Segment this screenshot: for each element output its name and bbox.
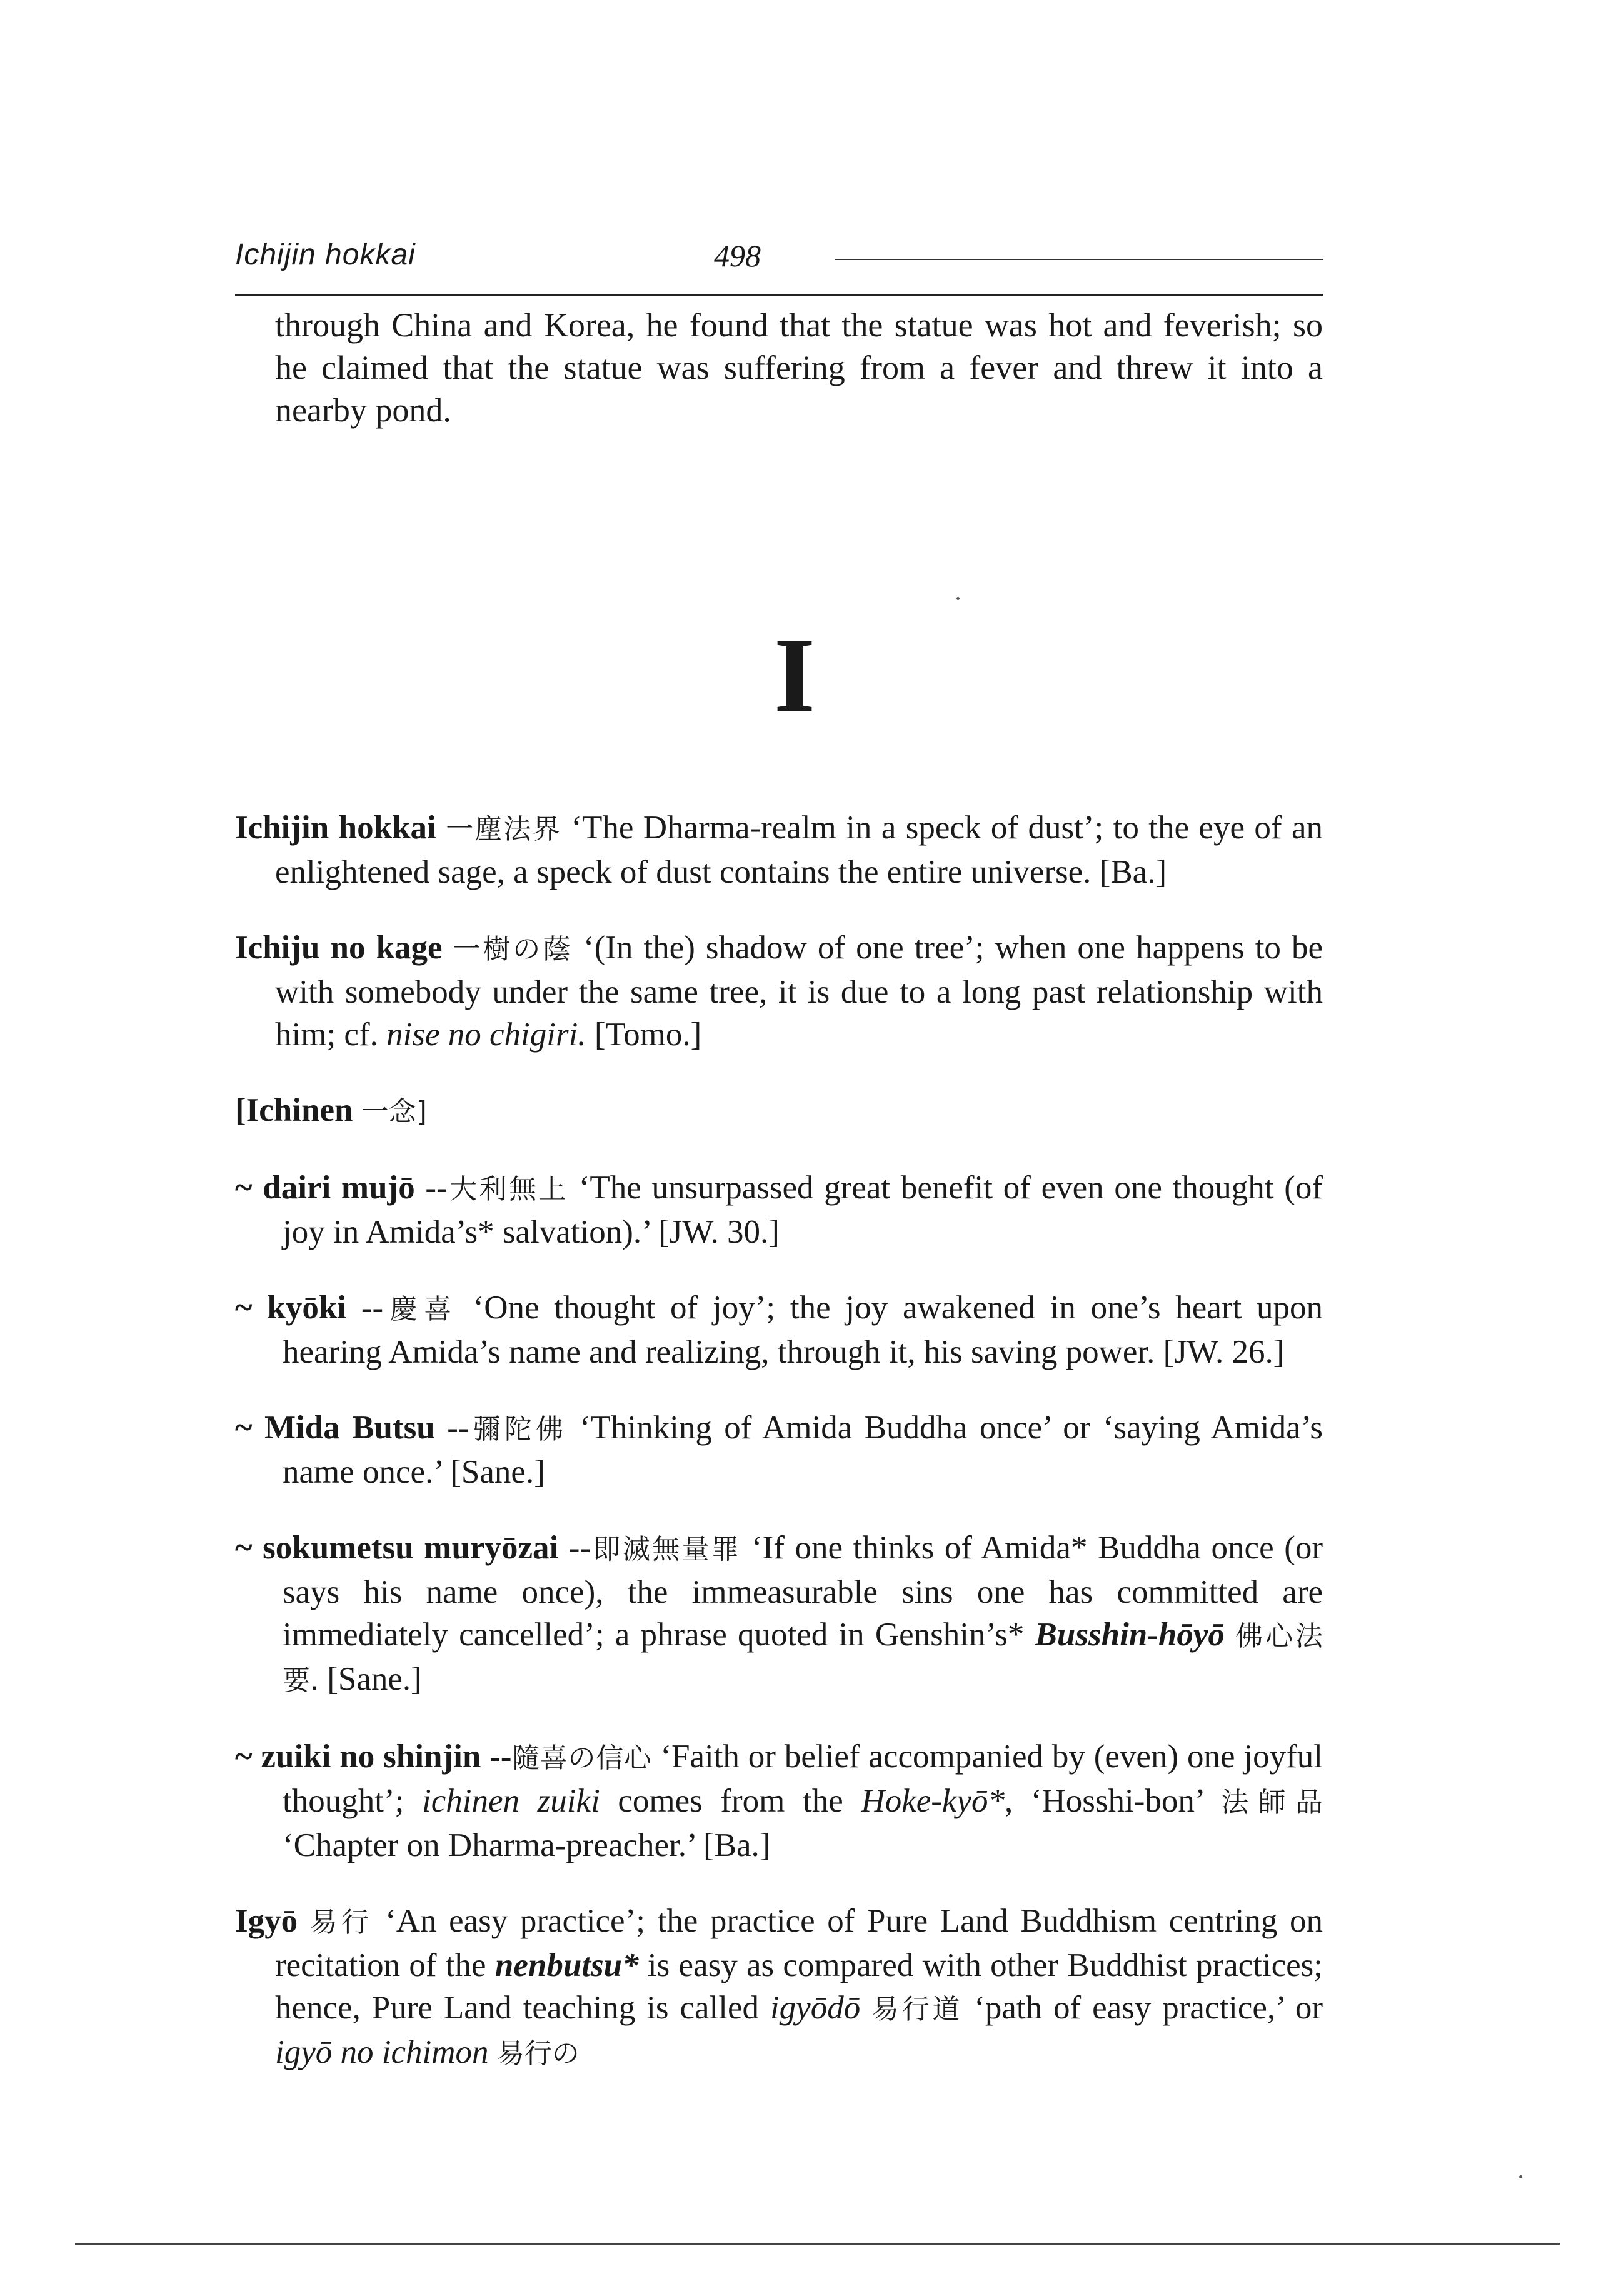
headword: ~ sokumetsu muryōzai --	[235, 1530, 591, 1566]
headword: [Ichinen	[235, 1092, 353, 1128]
header-rule-short	[835, 259, 1323, 260]
kanji: 一念]	[361, 1096, 427, 1128]
headword: Ichijin hokkai	[235, 810, 436, 846]
source: ‘Chapter on Dharma-preacher.’ [Ba.]	[283, 1827, 771, 1863]
kanji-term: 易行の	[496, 2038, 580, 2070]
kanji: 一樹の蔭	[453, 933, 573, 965]
definition: ‘(In the) shadow of one tree’; when one happens to be with somebody under the same tree, it is due to a long past relationship with him; cf.	[275, 930, 1323, 1053]
footer-rule	[75, 2243, 1560, 2245]
entry-sokumetsu-muryozai	[235, 1526, 1323, 1702]
kanji: 易行	[309, 1907, 373, 1938]
dictionary-page	[235, 238, 1323, 2087]
term: igyō no ichimon	[275, 2034, 489, 2070]
definition: ‘An easy practice’; the practice of Pure Land Buddhism centring on recitation of the	[275, 1903, 1323, 1983]
running-title: Ichijin hokkai	[235, 238, 416, 271]
headword: ~ zuiki no shinjin --	[235, 1738, 512, 1775]
work-title: Busshin-hōyō	[1035, 1617, 1225, 1653]
print-speck	[1519, 2175, 1522, 2178]
entry-igyo	[235, 1900, 1323, 2075]
work-title: Hoke-kyō*	[861, 1783, 1005, 1819]
definition: ‘One thought of joy’; the joy awakened in one’s heart upon hearing Amida’s name and realizing, through it, his saving power. [JW. 26.]	[283, 1290, 1323, 1370]
entry-ichijin-hokkai	[235, 806, 1323, 893]
header-rule	[235, 294, 1323, 296]
definition: ‘Thinking of Amida Buddha once’ or ‘saying Amida’s name once.’ [Sane.]	[283, 1410, 1323, 1490]
kanji: 一塵法界	[446, 813, 561, 845]
entry-mida-butsu	[235, 1406, 1323, 1493]
kanji-title: 法師品	[1221, 1787, 1323, 1818]
entry-ichiju-no-kage	[235, 926, 1323, 1056]
definition: ‘Faith or belief accompanied by (even) one joyful thought’;	[283, 1738, 1323, 1819]
definition: ‘The unsurpassed great benefit of even one thought (of joy in Amida’s* salvation).’ [JW. 30.]	[283, 1170, 1323, 1250]
entry-zuiki-no-shinjin	[235, 1735, 1323, 1867]
entry-kyoki	[235, 1286, 1323, 1373]
entry-list	[235, 806, 1323, 2075]
term: igyōdō	[770, 1990, 861, 2026]
headword: ~ kyōki --	[235, 1290, 384, 1326]
continuation-text: through China and Korea, he found that the statue was hot and feverish; so he claimed that the statue was suffering from a fever and threw it into a nearby pond.	[275, 306, 1323, 429]
section-letter: I	[773, 616, 816, 734]
entry-ichinen	[235, 1089, 1323, 1133]
kanji: 即滅無量罪	[591, 1533, 741, 1565]
kanji: 大利無上	[447, 1173, 568, 1205]
definition: ‘The Dharma-realm in a speck of dust’; to the eye of an enlightened sage, a speck of dust contains the entire universe. [Ba.]	[275, 810, 1323, 890]
definition-cont: comes from the	[600, 1783, 861, 1819]
kanji: 慶喜	[383, 1293, 458, 1325]
definition-cont: ‘path of easy practice,’ or	[963, 1990, 1323, 2026]
term: ichinen zuiki	[421, 1783, 600, 1819]
kanji: 彌陀佛	[469, 1413, 568, 1445]
definition: ‘If one thinks of Amida* Buddha once (or says his name once), the immeasurable sins one has committed are immediately cancelled’; a phrase quoted in Genshin’s*	[283, 1530, 1323, 1653]
source: [Sane.]	[319, 1661, 422, 1697]
kanji: 隨喜の信心	[511, 1742, 652, 1774]
kanji-term: 易行道	[871, 1993, 963, 2025]
headword: Ichiju no kage	[235, 930, 443, 966]
definition-cont: is easy as compared with other Buddhist practices; hence, Pure Land teaching is called	[275, 1947, 1323, 2026]
source: [Tomo.]	[586, 1016, 702, 1053]
headword: Igyō	[235, 1903, 298, 1939]
headword: ~ Mida Butsu --	[235, 1410, 469, 1446]
definition-cont: , ‘Hosshi-bon’	[1004, 1783, 1222, 1819]
term: nenbutsu*	[494, 1947, 639, 1983]
kanji-title: 佛心法要.	[283, 1620, 1323, 1697]
print-speck	[956, 597, 960, 600]
running-header	[235, 238, 1323, 281]
entry-dairi-mujo	[235, 1166, 1323, 1253]
cross-reference: nise no chigiri.	[386, 1016, 586, 1053]
page-number: 498	[714, 238, 761, 273]
headword: ~ dairi mujō --	[235, 1170, 448, 1206]
